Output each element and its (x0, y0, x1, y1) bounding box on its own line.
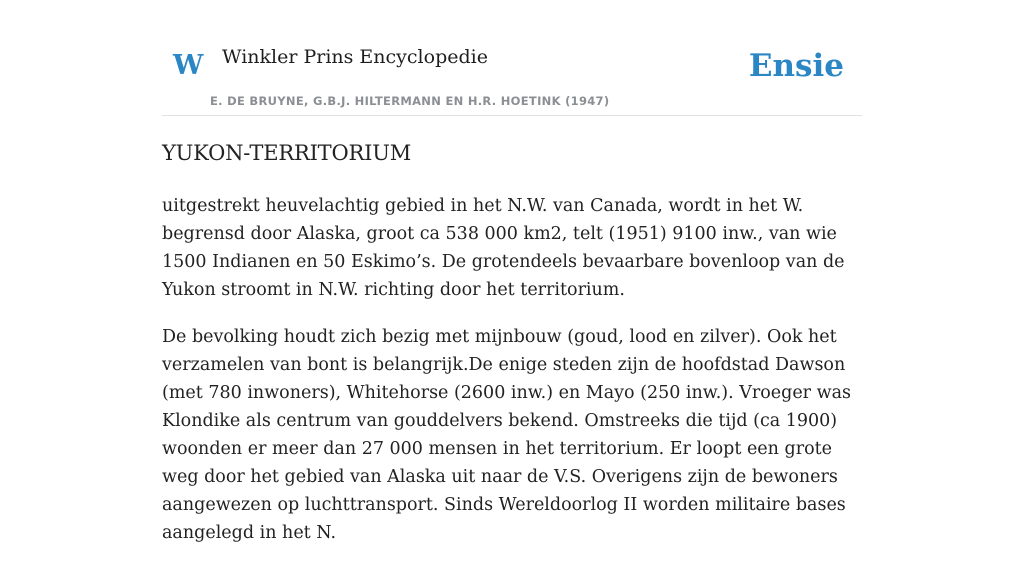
entry-paragraph: De bevolking houdt zich bezig met mijnbouw (goud, lood en zilver). Ook het verzamelen van bont is belangrijk.De enige steden zijn de hoofdstad Dawson (met 780 inwoners), Whitehorse (2600 inw.) en Mayo (250 inw.). Vroeger was Klondike als centrum van gouddelvers bekend. Omstreeks die tijd (ca 1900) woonden er meer dan 27 000 mensen in het territorium. Er loopt een grote weg door het gebied van Alaska uit naar de V.S. Overigens zijn de bewoners aangewezen op luchttransport. Sinds Wereldoorlog II worden militaire bases aangelegd in het N. (162, 327, 851, 543)
entry-body (162, 192, 874, 566)
entry-title: YUKON-TERRITORIUM (162, 141, 412, 165)
site-header (162, 0, 862, 116)
logo-icon[interactable]: W (173, 50, 204, 81)
entry-paragraph: uitgestrekt heuvelachtig gebied in het N.W. van Canada, wordt in het W. begrensd door Alaska, groot ca 538 000 km2, telt (1951) 9100 inw., van wie 1500 Indianen en 50 Eskimo’s. De grotendeels bevaarbare bovenloop van de Yukon stroomt in N.W. richting door het territorium. (162, 196, 845, 300)
site-title[interactable]: Winkler Prins Encyclopedie (222, 46, 488, 68)
authors-line: E. DE BRUYNE, G.B.J. HILTERMANN EN H.R. HOETINK (1947) (210, 94, 610, 108)
brand-logo[interactable]: Ensie (748, 48, 844, 84)
